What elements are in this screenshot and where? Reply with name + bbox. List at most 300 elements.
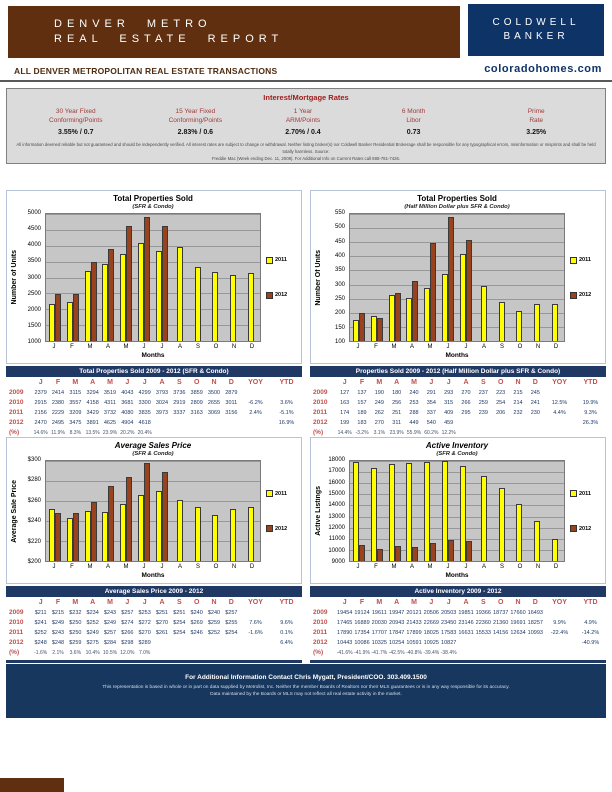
chart-area: [9, 210, 297, 361]
legend-swatch: [570, 490, 577, 497]
header-divider: [0, 80, 612, 82]
rate-label2: Conforming/Points: [49, 117, 103, 125]
chart-subtitle: (SFR & Condo): [436, 451, 478, 457]
legend-swatch: [266, 292, 273, 299]
bar-group: [546, 214, 564, 341]
table-cell: 2156: [34, 410, 47, 416]
bar-group: [189, 214, 207, 341]
rate-label: 6 Month: [401, 108, 426, 115]
table-cell: 3681: [121, 400, 134, 406]
x-axis: [45, 562, 261, 572]
table-cell: $249: [103, 620, 117, 626]
chart-total-properties-sold: [6, 190, 302, 364]
table-row-label: 2009: [313, 609, 328, 616]
x-tick-label: M: [87, 564, 93, 570]
table-column-header: D: [532, 599, 538, 606]
x-tick-label: F: [70, 344, 74, 350]
rates-disclaimer: [7, 142, 605, 163]
table-cell: 3300: [138, 400, 151, 406]
chart-title: Active Inventory: [425, 441, 489, 450]
bar-group: [171, 461, 189, 561]
chart-subtitle: (SFR & Condo): [132, 451, 174, 457]
x-tick-label: J: [142, 344, 146, 350]
bar-group: [421, 461, 439, 561]
table-cell: [527, 638, 544, 648]
y-tick-label: $300: [27, 457, 41, 463]
table-cell-ytd: 26.3%: [582, 420, 599, 426]
x-tick-label: F: [374, 344, 378, 350]
x-tick-label: J: [160, 344, 164, 350]
rate-value: 2.83% / 0.6: [177, 128, 214, 136]
table-cell: [223, 418, 240, 428]
table-cell: -41.6%: [336, 650, 353, 656]
table-cell: 249: [374, 400, 384, 406]
rate-value: 2.70% / 0.4: [285, 128, 321, 136]
table-cell: 20.2%: [120, 430, 135, 436]
table-row-label: (%): [9, 649, 20, 656]
table-cell: 21360: [493, 620, 509, 626]
table-column-header: J: [142, 599, 147, 606]
table-cell: 4618: [138, 420, 151, 426]
x-tick-label: J: [464, 344, 468, 350]
table-cell: 293: [444, 390, 454, 396]
bar-2011: [534, 521, 540, 561]
bar-group: [99, 461, 117, 561]
table-row-label: (%): [9, 429, 20, 436]
bar-group: [206, 214, 224, 341]
table-cell: 10827: [441, 640, 457, 646]
chart-legend: [261, 460, 297, 562]
table-average-sales-price: [6, 586, 302, 663]
x-tick-label: J: [356, 564, 360, 570]
table-cell: 3156: [225, 410, 238, 416]
table-cell: $261: [155, 630, 169, 636]
table-title: Active Inventory 2009 - 2012: [310, 586, 606, 597]
table-cell: $240: [190, 610, 203, 616]
table-cell: 10591: [406, 640, 422, 646]
table-cell: 4904: [121, 420, 134, 426]
y-tick-label: 350: [334, 267, 345, 274]
x-axis-title: Months: [141, 572, 165, 579]
bar-2011: [534, 304, 540, 341]
table-cell: 17847: [389, 630, 405, 636]
table-cell-ytd: [575, 648, 606, 658]
table-cell: 20121: [406, 610, 422, 616]
table-cell: 3115: [69, 390, 82, 396]
table-cell: 3835: [138, 410, 151, 416]
bar-group: [46, 214, 64, 341]
table-column-header: J: [446, 599, 451, 606]
table-cell-yoy: [240, 638, 271, 648]
table-cell: 2.1%: [52, 650, 64, 656]
table-cell: $243: [51, 630, 65, 636]
y-tick-label: 5000: [27, 210, 41, 216]
table-cell: $253: [138, 610, 151, 616]
table-cell: [492, 648, 509, 658]
table-cell: $248: [51, 640, 65, 646]
x-tick-label: M: [427, 344, 433, 350]
table-cell-yoy: -22.4%: [550, 630, 569, 636]
table-cell: 17354: [354, 630, 370, 636]
table-column-header: A: [463, 379, 469, 386]
website-url: coloradohomes.com: [484, 63, 602, 75]
bar-2011: [552, 304, 558, 341]
table-cell: 2380: [51, 400, 65, 406]
table-column-header: N: [211, 599, 217, 606]
table-cell: 3024: [155, 400, 169, 406]
table-cell: [492, 418, 509, 428]
y-axis-title: Active Listings: [314, 486, 322, 536]
table-cell: 12.0%: [120, 650, 135, 656]
table-cell: 55.9%: [406, 430, 422, 436]
bar-2012: [55, 513, 61, 561]
table-cell: 262: [374, 410, 384, 416]
table-cell-ytd: [271, 648, 302, 658]
bar-2012: [395, 293, 401, 341]
table-column-header: D: [532, 379, 538, 386]
table-cell: 230: [530, 410, 540, 416]
y-tick-label: 250: [334, 296, 345, 302]
table-cell: [171, 648, 188, 658]
x-tick-label: J: [446, 344, 450, 350]
bar-group: [189, 461, 207, 561]
table-cell: 4625: [103, 420, 117, 426]
table-cell: 12634: [510, 630, 526, 636]
table-cell: 19366: [475, 610, 491, 616]
table-cell: 3500: [207, 390, 221, 396]
table-cell: 311: [392, 420, 402, 426]
bar-2011: [516, 504, 522, 561]
table-column-header: O: [497, 599, 504, 606]
table-column-header: N: [515, 379, 521, 386]
table-cell: 21433: [406, 620, 422, 626]
bar-group: [117, 461, 135, 561]
table-cell: 20030: [371, 620, 387, 626]
x-tick-label: A: [105, 564, 110, 570]
x-tick-label: O: [517, 564, 523, 570]
brand-line1: COLDWELL: [492, 17, 580, 28]
legend-item: 2012: [266, 292, 297, 299]
table-cell: [527, 418, 544, 428]
table-cell: $252: [34, 630, 47, 636]
x-tick-label: A: [177, 564, 182, 570]
x-tick-label: M: [391, 344, 397, 350]
table-cell: [153, 648, 170, 658]
rate-label2: ARM/Points: [285, 117, 321, 125]
legend-item: 2011: [266, 257, 297, 264]
table-row-label: 2009: [313, 389, 328, 396]
table-cell: 3519: [103, 390, 117, 396]
table-cell: 2919: [173, 400, 186, 406]
table-cell: $234: [86, 610, 99, 616]
y-tick-label: $260: [27, 497, 41, 504]
table-cell: $251: [173, 610, 186, 616]
table-row-label: 2011: [313, 409, 328, 416]
y-axis-title: Average Sale Price: [10, 479, 18, 543]
bar-2012: [377, 549, 383, 561]
x-tick-label: N: [535, 344, 541, 350]
table-cell: 17890: [337, 630, 353, 636]
table-column-header: S: [480, 599, 486, 606]
table-cell: $232: [69, 610, 82, 616]
bar-2011: [481, 476, 487, 561]
x-tick-label: J: [464, 564, 468, 570]
table-cell: 223: [496, 390, 506, 396]
table-column-header: F: [359, 599, 365, 606]
bar-group: [528, 461, 546, 561]
table-cell-ytd: 4.9%: [584, 620, 597, 626]
table-cell: 23450: [441, 620, 457, 626]
table-cell: 19691: [510, 620, 526, 626]
x-tick-label: O: [213, 344, 219, 350]
table-row-label: 2012: [313, 419, 328, 426]
y-tick-label: 4000: [27, 242, 41, 249]
table-cell: 2655: [207, 400, 221, 406]
table-column-header: J: [38, 379, 43, 386]
table-cell: 16631: [458, 630, 474, 636]
table-cell-ytd: [575, 388, 606, 398]
table-column-header: F: [55, 379, 61, 386]
mortgage-rates-panel: [6, 88, 606, 164]
x-tick-label: F: [70, 564, 74, 570]
table-cell: 10325: [371, 640, 387, 646]
bar-2012: [73, 294, 79, 341]
chart-title: Total Properties Sold: [417, 194, 497, 203]
chart-title: Average Sales Price: [114, 441, 192, 450]
table-cell: 3475: [69, 420, 82, 426]
x-tick-label: J: [142, 564, 146, 570]
y-axis: [19, 457, 45, 565]
legend-swatch: [570, 525, 577, 532]
table-cell-yoy: [240, 648, 271, 658]
brand-line2: BANKER: [503, 31, 569, 42]
rates-columns: [7, 107, 605, 136]
table-cell-yoy: -1.6%: [248, 630, 263, 636]
bar-group: [206, 461, 224, 561]
y-tick-label: 150: [334, 324, 345, 331]
table-cell: [205, 418, 222, 428]
table-cell: 4158: [86, 400, 99, 406]
table-cell: $211: [34, 610, 47, 616]
y-tick-label: 14000: [328, 502, 345, 509]
y-tick-label: 100: [334, 339, 345, 345]
x-tick-label: M: [123, 564, 129, 570]
table-cell-ytd: 9.6%: [280, 620, 293, 626]
x-tick-label: N: [535, 564, 541, 570]
table-column-header: J: [446, 379, 451, 386]
y-tick-label: $220: [27, 538, 41, 545]
x-tick-label: J: [356, 344, 360, 350]
bar-group: [224, 214, 242, 341]
plot-area: [349, 460, 565, 562]
table-cell: 245: [530, 390, 540, 396]
table-cell: 3891: [86, 420, 99, 426]
legend-item: 2011: [266, 490, 297, 497]
bar-group: [224, 461, 242, 561]
bar-group: [135, 461, 153, 561]
y-tick-label: 9000: [331, 559, 345, 565]
table-cell: 409: [444, 410, 454, 416]
table-column-header: J: [125, 379, 130, 386]
table-column-header: J: [429, 599, 434, 606]
bar-2011: [248, 273, 254, 341]
table-cell: -38.4%: [440, 650, 457, 656]
bar-group: [64, 214, 82, 341]
table-cell-ytd: -5.1%: [279, 410, 294, 416]
chart-legend: [261, 213, 297, 342]
table-cell: -3.2%: [355, 430, 369, 436]
bar-2012: [466, 240, 472, 341]
x-tick-label: S: [195, 564, 200, 570]
table-cell: 251: [392, 410, 402, 416]
table-cell: 270: [461, 390, 471, 396]
x-tick-label: J: [446, 564, 450, 570]
y-axis: [323, 457, 349, 565]
table-cell: 11.9%: [51, 430, 65, 436]
table-column-header: A: [463, 599, 469, 606]
table-column-header: [310, 377, 336, 388]
table-cell: $270: [138, 630, 151, 636]
bar-2012: [73, 513, 79, 561]
y-tick-label: 3500: [27, 258, 41, 265]
x-tick-label: N: [231, 344, 237, 350]
footer-disclaimer-line1: This representation is based in whole or in part on data supplied by Metrolist, Inc. Neither the member Boards of Realtors nor their MLS guarantees or is in any way responsible for its accuracy.: [102, 685, 510, 690]
table-cell: $254: [173, 620, 186, 626]
table-cell: [205, 638, 222, 648]
rate-6mo-libor: [360, 107, 468, 136]
bar-2011: [481, 286, 487, 341]
table-cell: 3337: [173, 410, 186, 416]
table-cell: -39.4%: [423, 650, 440, 656]
table-cell-ytd: [575, 608, 606, 618]
table-cell-yoy: [240, 388, 271, 398]
x-tick-label: S: [195, 344, 200, 350]
y-axis: [323, 210, 349, 345]
table-cell: 259: [478, 400, 488, 406]
table-cell: [188, 648, 205, 658]
table-column-header: A: [159, 379, 165, 386]
table-cell: 3973: [155, 410, 169, 416]
x-axis: [349, 342, 565, 352]
table-row-label: 2009: [9, 609, 24, 616]
table-cell: 7.0%: [138, 650, 151, 656]
table-column-header: [6, 597, 32, 608]
table-cell: 16493: [527, 610, 543, 616]
table-cell: [475, 638, 492, 648]
table-cell: $240: [207, 610, 221, 616]
table-cell-ytd: -40.9%: [581, 640, 600, 646]
x-tick-label: D: [553, 564, 559, 570]
table-cell: 291: [426, 390, 436, 396]
table-cell: $250: [69, 630, 82, 636]
table-cell: $252: [86, 620, 99, 626]
table-cell: 3557: [69, 400, 82, 406]
table-cell: 2414: [51, 390, 65, 396]
table-cell: 157: [357, 400, 367, 406]
table-row-label: 2010: [313, 619, 328, 626]
chart-total-properties-sold-500k: [310, 190, 606, 364]
table-column-header: A: [394, 379, 400, 386]
chart-subtitle: (Half Million Dollar plus SFR & Condo): [404, 204, 510, 210]
table-cell: $254: [173, 630, 186, 636]
table-column-header: J: [342, 599, 347, 606]
table-column-header: N: [211, 379, 217, 386]
table-title: Average Sales Price 2009 - 2012: [6, 586, 302, 597]
bar-group: [117, 214, 135, 341]
bar-group: [171, 214, 189, 341]
table-cell: 449: [409, 420, 419, 426]
table-cell: 127: [340, 390, 350, 396]
table-cell: [475, 648, 492, 658]
legend-item: 2011: [570, 490, 601, 497]
table-cell: 14156: [493, 630, 509, 636]
bar-2012: [91, 262, 97, 341]
table-cell: [153, 418, 170, 428]
table-cell: 23.9%: [102, 430, 118, 436]
table-cell: 19851: [458, 610, 474, 616]
report-title-line2: REAL ESTATE REPORT: [54, 33, 284, 45]
table-grid: [6, 377, 302, 438]
footer-disclaimer-line2: Data maintained by the Boards or MLS may not reflect all real estate activity in the market.: [210, 692, 402, 698]
table-cell: 3011: [225, 400, 238, 406]
bar-group: [493, 214, 511, 341]
y-tick-label: 200: [334, 310, 345, 317]
table-cell: [457, 648, 474, 658]
table-column-header: YOY: [248, 599, 263, 606]
table-column-header: YOY: [552, 599, 567, 606]
bars: [350, 214, 564, 341]
table-column-header: O: [193, 599, 200, 606]
table-column-header: M: [411, 379, 417, 386]
bar-group: [82, 214, 100, 341]
table-cell-ytd: [271, 388, 302, 398]
table-row-label: 2011: [9, 629, 24, 636]
bar-group: [153, 461, 171, 561]
bar-group: [475, 461, 493, 561]
y-tick-label: 13000: [328, 513, 345, 520]
table-cell: 240: [409, 390, 419, 396]
bar-group: [64, 461, 82, 561]
bar-2012: [412, 547, 418, 561]
y-tick-label: 400: [334, 253, 345, 259]
x-tick-label: M: [391, 564, 397, 570]
table-cell: 174: [340, 410, 350, 416]
bar-2011: [499, 302, 505, 341]
x-tick-label: S: [499, 564, 504, 570]
x-tick-label: O: [517, 344, 523, 350]
bars: [46, 214, 260, 341]
table-row-label: 2011: [313, 629, 328, 636]
table-cell: 3.1%: [373, 430, 386, 436]
bar-group: [386, 214, 404, 341]
table-cell: 337: [426, 410, 436, 416]
table-cell: 23146: [458, 620, 474, 626]
legend-item: 2012: [570, 525, 601, 532]
bar-2011: [212, 272, 218, 341]
table-cell: [527, 648, 544, 658]
bar-group: [510, 214, 528, 341]
table-cell: [223, 648, 240, 658]
table-column-header: J: [142, 379, 147, 386]
bar-2011: [499, 488, 505, 561]
table-column-header: O: [497, 379, 504, 386]
y-tick-label: 4500: [27, 226, 41, 233]
rate-label2: Rate: [529, 117, 544, 125]
bar-group: [421, 214, 439, 341]
table-cell: [223, 638, 240, 648]
rate-label2: Conforming/Points: [168, 117, 223, 125]
x-tick-label: A: [105, 344, 110, 350]
